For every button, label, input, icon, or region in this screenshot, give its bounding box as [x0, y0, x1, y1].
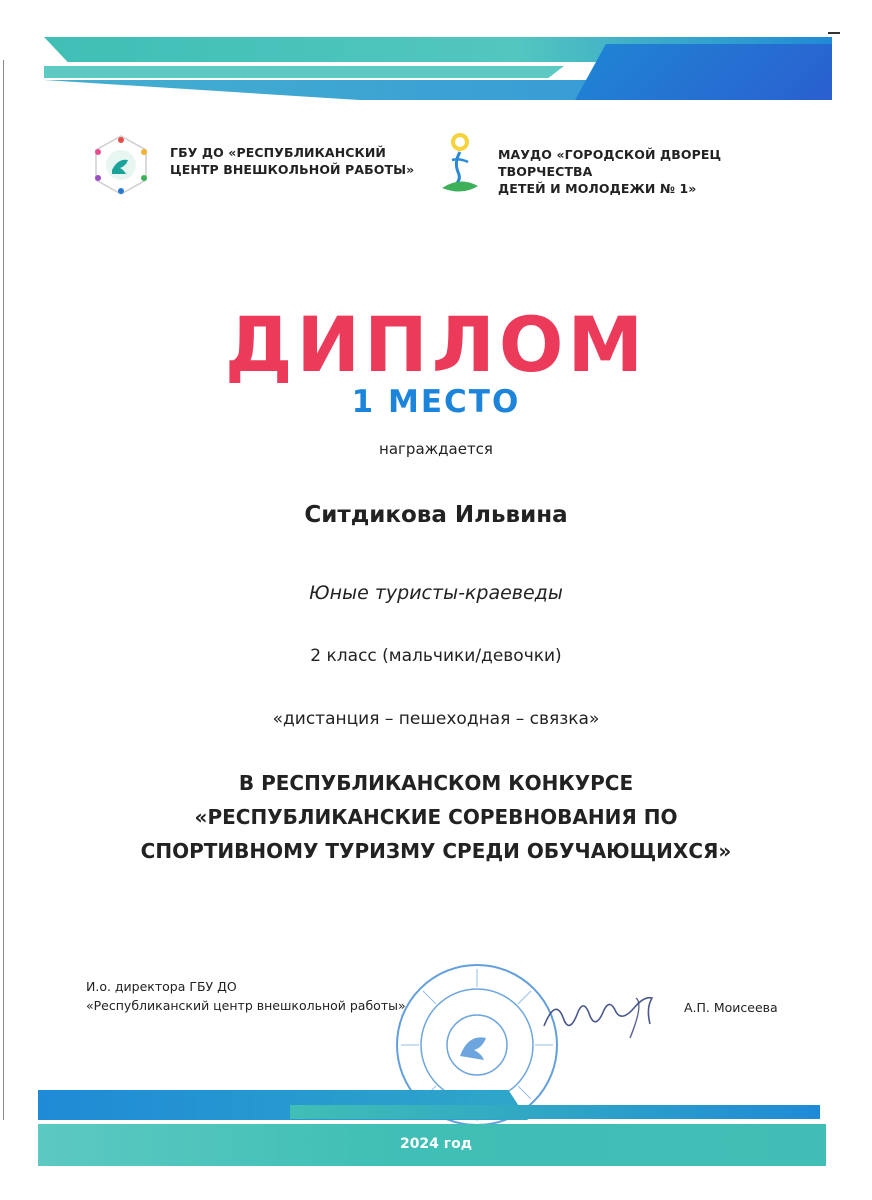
- class-category: 2 класс (мальчики/девочки): [310, 646, 562, 666]
- contest-line: В РЕСПУБЛИКАНСКОМ КОНКУРСЕ: [238, 771, 634, 795]
- top-band-corner: [575, 44, 832, 100]
- palace-of-creativity-logo-icon: [438, 130, 482, 196]
- signatory-name: А.П. Моисеева: [684, 1000, 778, 1015]
- team-name: Юные туристы-краеведы: [309, 582, 563, 604]
- handwritten-signature-icon: [540, 990, 690, 1040]
- org-right-line: МАУДО «ГОРОДСКОЙ ДВОРЕЦ ТВОРЧЕСТВА: [498, 147, 722, 179]
- signatory-position-line: И.о. директора ГБУ ДО: [86, 979, 237, 994]
- org-left-line: ЦЕНТР ВНЕШКОЛЬНОЙ РАБОТЫ»: [170, 162, 415, 177]
- diploma-title: ДИПЛОМ: [224, 300, 648, 389]
- signatory-position: [86, 977, 406, 1015]
- awarded-label: награждается: [379, 440, 493, 458]
- bottom-band-stripe: [290, 1105, 820, 1119]
- org-right-name: [498, 146, 798, 197]
- org-left-line: ГБУ ДО «РЕСПУБЛИКАНСКИЙ: [170, 145, 386, 160]
- recipient-name: Ситдикова Ильвина: [304, 502, 568, 528]
- org-left-name: [170, 144, 420, 178]
- discipline-name: «дистанция – пешеходная – связка»: [272, 709, 600, 729]
- place-label: 1 МЕСТО: [351, 384, 521, 420]
- org-right-line: ДЕТЕЙ И МОЛОДЕЖИ № 1»: [498, 181, 697, 196]
- top-band-light: [44, 66, 564, 78]
- contest-line: СПОРТИВНОМУ ТУРИЗМУ СРЕДИ ОБУЧАЮЩИХСЯ»: [140, 839, 732, 863]
- contest-line: «РЕСПУБЛИКАНСКИЕ СОРЕВНОВАНИЯ ПО: [194, 805, 678, 829]
- signatory-position-line: «Республиканский центр внешкольной работы»: [86, 998, 406, 1013]
- republican-center-logo-icon: [88, 132, 154, 198]
- year-label: 2024 год: [399, 1136, 473, 1152]
- contest-title: [0, 766, 872, 868]
- scan-mark: [828, 32, 840, 34]
